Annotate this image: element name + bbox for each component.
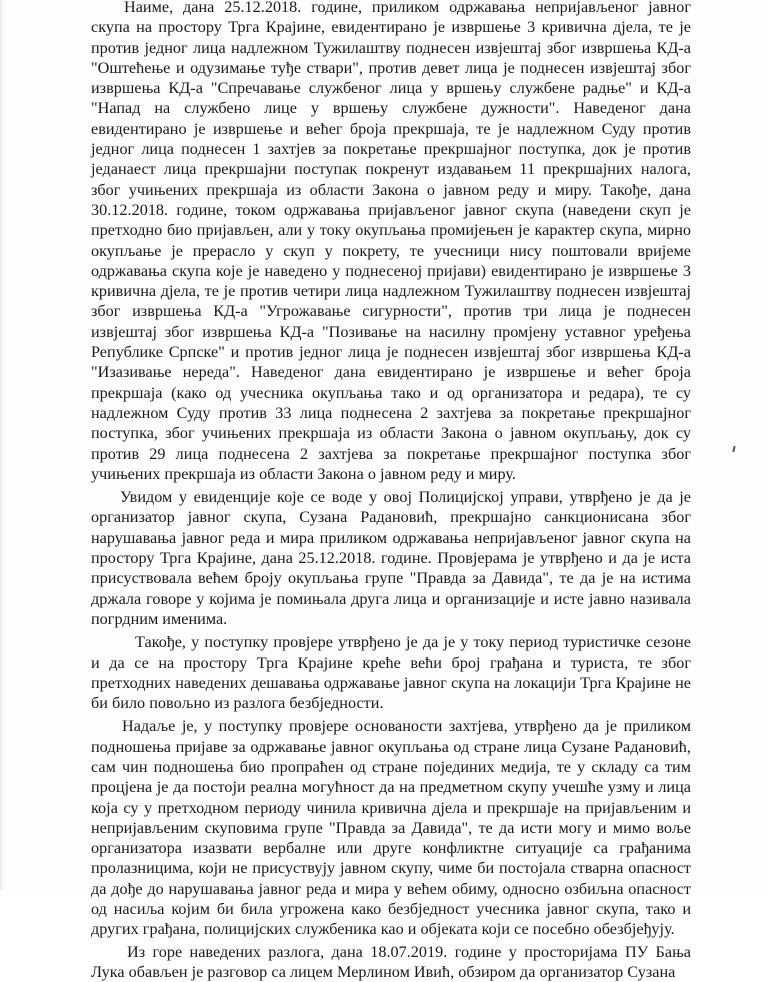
scan-speck-mark: [732, 446, 735, 452]
paragraph-risk-assessment: Надаље је, у поступку провјере основаности захтјева, утврђено да је приликом подношења пријаве за одржавање јавног окупљања од стране лица Сузане Радановић, сам чин подношења био пропраћен од стране појединих медија, те у складу са тим процјена је да постоји реална могућност да на предметном скупу учешће узму и лица која су у претходном периоду чинила кривична дјела и прекршаје на пријављеним и непријављеним скуповима групе "Правда за Давида", те да исти могу и мимо воље организатора изазвати вербалне или друге конфликтне ситуације са грађанима пролазницима, који не присуствују јавном скупу, чиме би постојала стварна опасност да дође до нарушавања јавног реда и мира у већем обиму, односно озбиљна опасност од насиља којим би била угрожена како безбједност учесника јавног скупа, тако и других грађана, полицијских службеника као и објеката који се посебно обезбјеђују.: [91, 717, 691, 939]
scan-edge-shadow: [0, 0, 3, 890]
paragraph-incidents: Наиме, дана 25.12.2018. године, приликом одржавања непријављеног јавног скупа на простору Трга Крајине, евидентирано је извршење 3 кривична дјела, те је против једног лица надлежном Тужилаштву поднесен извјештај због извршења КД-а "Оштећење и одузимање туђе ствари", против девет лица је поднесен извјештај због извршења КД-а "Спречавање службеног лица у вршењу службене радње" и КД-а "Напад на службено лице у вршењу службене дужности". Наведеног дана евидентирано је извршење и већег броја прекршаја, те је надлежном Суду против једног лица поднесен 1 захтјев за покретање прекршајног поступка, док је против једанаест лица прекршајни поступак покренут издавањем 11 прекршајних налога, због учињених прекршаја из области Закона о јавном реду и миру. Такође, дана 30.12.2018. године, током одржавања пријављеног јавног скупа (наведени скуп је претходно био пријављен, али у току окупљања промијењен је карактер скупа, мирно окупљање је прерасло у скуп у покрету, те учесници нису поштовали вријеме одржавања скупа које је наведено у поднесеној пријави) евидентирано је извршење 3 кривична дјела, те је против четири лица надлежном Тужилаштву поднесен извјештај због извршења КД-а "Угрожавање сигурности", против три лица је поднесен извјештај због извршења КД-а "Позивање на насилну промјену уставног уређења Републике Српске" и против једног лица је поднесен извјештај због извршења КД-а "Изазивање нереда". Наведеног дана евидентирано је извршење и већег броја прекршаја (како од учесника окупљања тако и од организатора и редара), те су надлежном Суду против 33 лица поднесена 2 захтјева за покретање прекршајног поступка, због учињених прекршаја из области Закона о јавном окупљању, док су против 29 лица поднесена 2 захтјева за покретање прекршајног поступка због учињених прекршаја из области Закона о јавном реду и миру.: [91, 0, 691, 483]
document-body: [91, 0, 691, 982]
paragraph-tourist-season: Такође, у поступку провјере утврђено је да је у току период туристичке сезоне и да се на простору Трга Крајине креће већи број грађана и туриста, те због претходних наведених дешавања одржавање јавног скупа на локацији Трга Крајине не би било повољно из разлога безбједности.: [91, 633, 691, 713]
paragraph-interview: Из горе наведених разлога, дана 18.07.2019. године у просторијама ПУ Бања Лука обављен је разговор са лицем Мерлином Ивић, обзиром да организатор Сузана: [91, 942, 691, 981]
paragraph-organizer-records: Увидом у евиденције које се воде у овој Полицијској управи, утврђено је да је организатор јавног скупа, Сузана Радановић, прекршајно санкционисана због нарушавања јавног реда и мира приликом одржавања непријављеног јавног скупа на простору Трга Крајине, дана 25.12.2018. године. Провјерама је утврђено и да је иста присуствовала већем броју окупљања групе "Правда за Давида", те да је на истима држала говоре у којима је помињала друга лица и организације и исте јавно називала погрдним именима.: [91, 488, 691, 628]
